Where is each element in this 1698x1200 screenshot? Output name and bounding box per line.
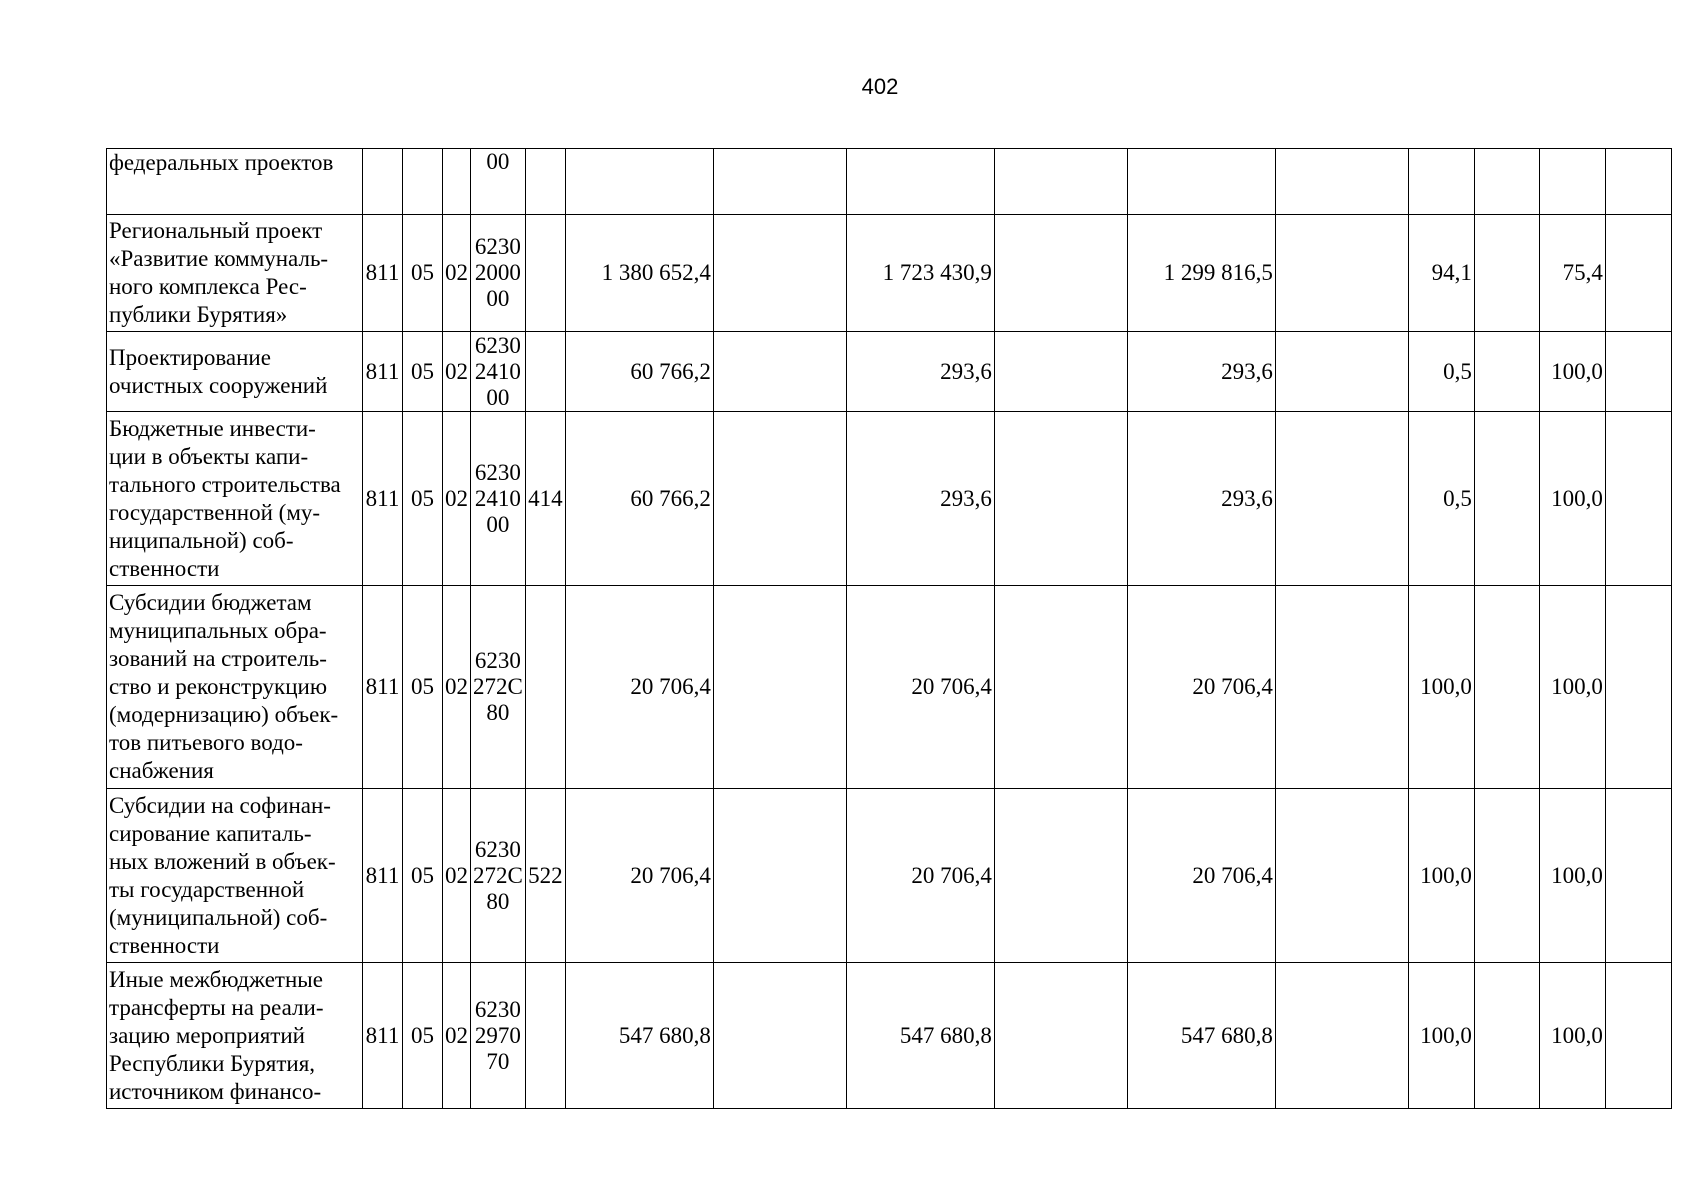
plan-adj-amount: 20 706,4: [846, 789, 994, 963]
empty-cell: [1605, 332, 1671, 412]
pct-plan: 100,0: [1408, 586, 1474, 789]
rz-code: [403, 149, 443, 215]
pr-code: 02: [443, 963, 471, 1109]
table-row: [107, 963, 1672, 1109]
actual-amount: [1127, 149, 1275, 215]
budget-table: [106, 148, 1672, 1109]
plan-amount: 1 380 652,4: [565, 215, 713, 332]
plan-adj-amount: 293,6: [846, 412, 994, 586]
gr-code: 811: [363, 789, 403, 963]
pct-plan: [1408, 149, 1474, 215]
table-row: [107, 149, 1672, 215]
row-name: Региональный проект «Развитие коммуналь- ного комплекса Рес- публики Бурятия»: [107, 215, 363, 332]
rz-code: 05: [403, 412, 443, 586]
pct-plan: 94,1: [1408, 215, 1474, 332]
empty-cell: [1275, 412, 1408, 586]
actual-amount: 20 706,4: [1127, 789, 1275, 963]
pct-adj: [1539, 149, 1605, 215]
table-row: [107, 332, 1672, 412]
empty-cell: [713, 332, 846, 412]
csr-code: 6230 2410 00: [471, 412, 526, 586]
empty-cell: [1275, 789, 1408, 963]
csr-code: 00: [471, 149, 526, 215]
pr-code: 02: [443, 215, 471, 332]
empty-cell: [1275, 215, 1408, 332]
csr-code: 6230 272С 80: [471, 586, 526, 789]
plan-amount: 60 766,2: [565, 332, 713, 412]
empty-cell: [994, 332, 1127, 412]
empty-cell: [994, 215, 1127, 332]
pr-code: 02: [443, 789, 471, 963]
empty-cell: [1605, 789, 1671, 963]
pr-code: 02: [443, 586, 471, 789]
rz-code: 05: [403, 332, 443, 412]
pct-adj: 100,0: [1539, 332, 1605, 412]
pct-plan: 100,0: [1408, 963, 1474, 1109]
table-row: [107, 215, 1672, 332]
empty-cell: [1275, 332, 1408, 412]
pct-adj: 75,4: [1539, 215, 1605, 332]
empty-cell: [1275, 149, 1408, 215]
table-row: [107, 586, 1672, 789]
vr-code: [525, 586, 565, 789]
plan-amount: 20 706,4: [565, 586, 713, 789]
rz-code: 05: [403, 789, 443, 963]
vr-code: [525, 149, 565, 215]
empty-cell: [994, 149, 1127, 215]
empty-cell: [1275, 586, 1408, 789]
empty-cell: [994, 963, 1127, 1109]
csr-code: 6230 2410 00: [471, 332, 526, 412]
vr-code: [525, 215, 565, 332]
empty-cell: [994, 789, 1127, 963]
plan-amount: 60 766,2: [565, 412, 713, 586]
vr-code: [525, 332, 565, 412]
gr-code: 811: [363, 963, 403, 1109]
plan-adj-amount: [846, 149, 994, 215]
pct-plan: 100,0: [1408, 789, 1474, 963]
empty-cell: [713, 215, 846, 332]
plan-amount: [565, 149, 713, 215]
empty-cell: [1605, 586, 1671, 789]
plan-adj-amount: 293,6: [846, 332, 994, 412]
empty-cell: [994, 586, 1127, 789]
empty-cell: [1275, 963, 1408, 1109]
row-name: Субсидии на софинан- сирование капиталь- ных вложений в объек- ты государственной (муниципальной) соб- ственности: [107, 789, 363, 963]
actual-amount: 547 680,8: [1127, 963, 1275, 1109]
rz-code: 05: [403, 215, 443, 332]
rz-code: 05: [403, 586, 443, 789]
gr-code: [363, 149, 403, 215]
plan-adj-amount: 20 706,4: [846, 586, 994, 789]
row-name: Субсидии бюджетам муниципальных обра- зований на строитель- ство и реконструкцию (модернизацию) объек- тов питьевого водо- снабжения: [107, 586, 363, 789]
table-row: [107, 412, 1672, 586]
csr-code: 6230 2000 00: [471, 215, 526, 332]
empty-cell: [1474, 215, 1539, 332]
vr-code: 414: [525, 412, 565, 586]
empty-cell: [1474, 332, 1539, 412]
empty-cell: [713, 149, 846, 215]
pct-plan: 0,5: [1408, 332, 1474, 412]
actual-amount: 1 299 816,5: [1127, 215, 1275, 332]
pr-code: 02: [443, 412, 471, 586]
gr-code: 811: [363, 586, 403, 789]
table-row: [107, 789, 1672, 963]
empty-cell: [1474, 963, 1539, 1109]
vr-code: 522: [525, 789, 565, 963]
vr-code: [525, 963, 565, 1109]
plan-amount: 20 706,4: [565, 789, 713, 963]
empty-cell: [713, 789, 846, 963]
plan-adj-amount: 547 680,8: [846, 963, 994, 1109]
empty-cell: [994, 412, 1127, 586]
gr-code: 811: [363, 412, 403, 586]
actual-amount: 20 706,4: [1127, 586, 1275, 789]
plan-adj-amount: 1 723 430,9: [846, 215, 994, 332]
actual-amount: 293,6: [1127, 412, 1275, 586]
empty-cell: [1474, 149, 1539, 215]
empty-cell: [713, 586, 846, 789]
empty-cell: [1605, 215, 1671, 332]
pct-plan: 0,5: [1408, 412, 1474, 586]
empty-cell: [1474, 586, 1539, 789]
empty-cell: [1605, 412, 1671, 586]
row-name: федеральных проектов: [107, 149, 363, 215]
row-name: Проектирование очистных сооружений: [107, 332, 363, 412]
pr-code: 02: [443, 332, 471, 412]
page-number: 402: [861, 74, 899, 99]
gr-code: 811: [363, 332, 403, 412]
pr-code: [443, 149, 471, 215]
plan-amount: 547 680,8: [565, 963, 713, 1109]
pct-adj: 100,0: [1539, 412, 1605, 586]
pct-adj: 100,0: [1539, 789, 1605, 963]
gr-code: 811: [363, 215, 403, 332]
empty-cell: [1474, 412, 1539, 586]
row-name: Бюджетные инвести- ции в объекты капи- тального строительства государственной (му- ниципальной) соб- ственности: [107, 412, 363, 586]
empty-cell: [1474, 789, 1539, 963]
empty-cell: [713, 412, 846, 586]
actual-amount: 293,6: [1127, 332, 1275, 412]
csr-code: 6230 272С 80: [471, 789, 526, 963]
rz-code: 05: [403, 963, 443, 1109]
csr-code: 6230 2970 70: [471, 963, 526, 1109]
empty-cell: [713, 963, 846, 1109]
empty-cell: [1605, 963, 1671, 1109]
pct-adj: 100,0: [1539, 963, 1605, 1109]
row-name: Иные межбюджетные трансферты на реали- зацию мероприятий Республики Бурятия, источником финансо-: [107, 963, 363, 1109]
empty-cell: [1605, 149, 1671, 215]
pct-adj: 100,0: [1539, 586, 1605, 789]
